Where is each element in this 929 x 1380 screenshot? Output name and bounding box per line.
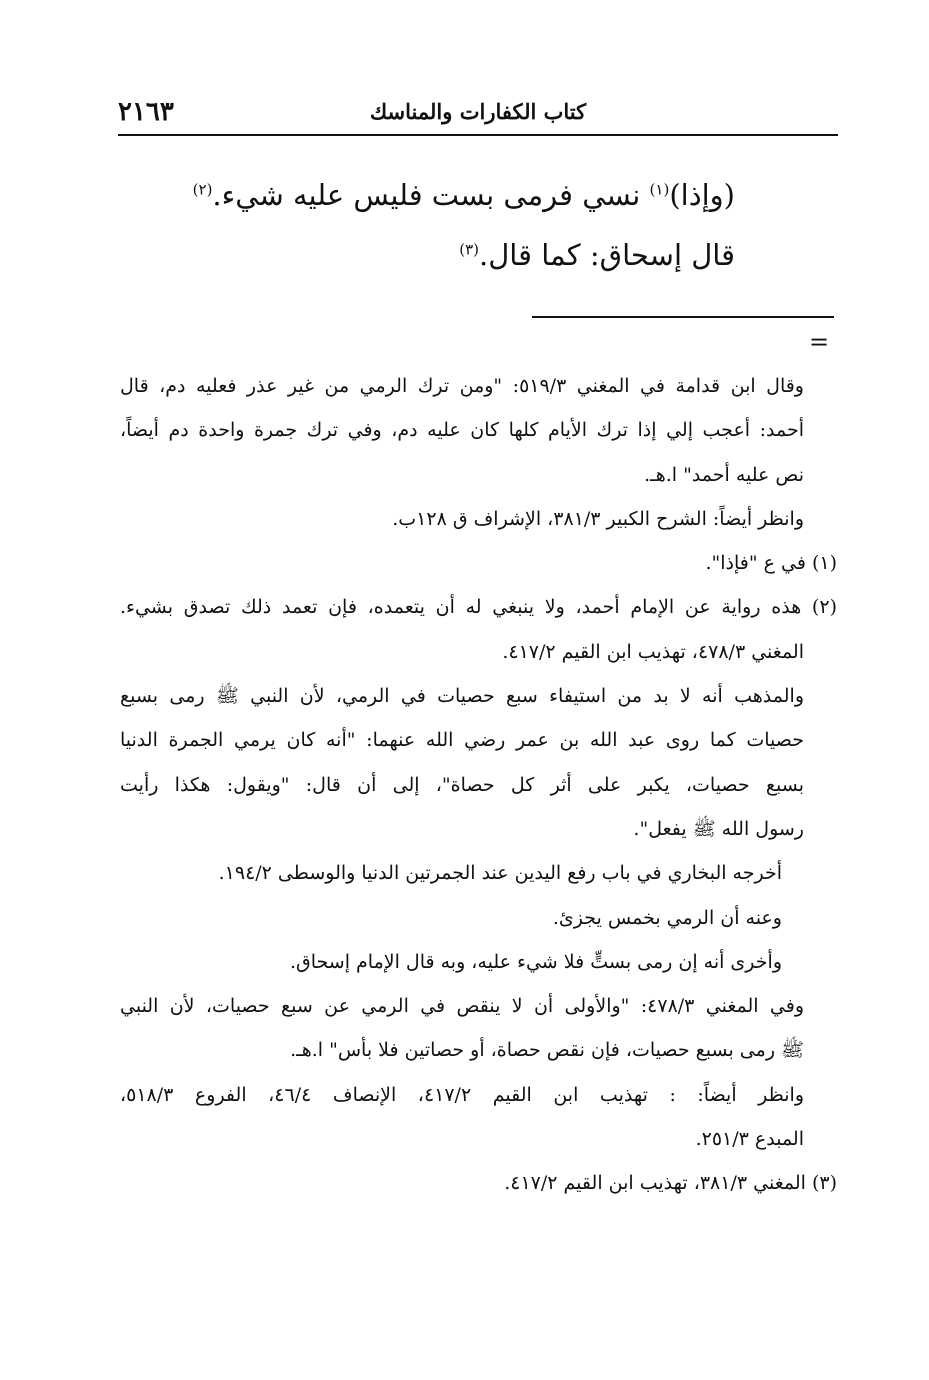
continuation-mark: = [809, 328, 830, 356]
footnote-line: وانظر أيضاً: : تهذيب ابن القيم ٤١٧/٢، الإنصاف ٤٦/٤، الفروع ٥١٨/٣، [120, 1083, 804, 1106]
main-line-1 [180, 165, 735, 225]
footnote-line: ﷺ رمى بسبع حصيات، فإن نقص حصاة، أو حصاتين فلا بأس" ا.هـ. [290, 1039, 804, 1062]
main-line-2 [180, 225, 735, 285]
footnote-line: رسول الله ﷺ يفعل". [633, 817, 804, 840]
footnotes [120, 364, 837, 1206]
main-line-1-start: (وإذا) [669, 178, 735, 212]
footnote-line: نص عليه أحمد" ا.هـ. [644, 463, 804, 486]
footnote-line: أخرجه البخاري في باب رفع اليدين عند الجمرتين الدنيا والوسطى ١٩٤/٢. [218, 862, 782, 885]
main-line-2-text: قال إسحاق: كما قال. [478, 238, 735, 272]
footnote-line: (١) في ع "فإذا". [705, 552, 837, 575]
footnote-line: وانظر أيضاً: الشرح الكبير ٣٨١/٣، الإشراف ق ١٢٨ب. [392, 507, 804, 530]
main-text [180, 165, 735, 285]
footnote-ref-2: (٢) [192, 180, 213, 199]
header-rule [118, 134, 838, 136]
running-title: كتاب الكفارات والمناسك [369, 99, 587, 124]
footnote-line: وعنه أن الرمي بخمس يجزئ. [552, 906, 782, 929]
page-header [118, 95, 838, 131]
footnote-line: (٣) المغني ٣٨١/٣، تهذيب ابن القيم ٤١٧/٢. [504, 1172, 837, 1195]
main-line-1-text: نسي فرمى بست فليس عليه شيء. [212, 178, 650, 212]
footnote-line: وأخرى أنه إن رمى بستٍّ فلا شيء عليه، وبه قال الإمام إسحاق. [289, 950, 782, 973]
footnote-line: بسبع حصيات، يكبر على أثر كل حصاة"، إلى أن قال: "ويقول: هكذا رأيت [120, 773, 804, 796]
footnote-line: أحمد: أعجب إلي إذا ترك الأيام كلها كان عليه دم، وفي ترك جمرة واحدة دم أيضاً، [120, 419, 804, 442]
footnote-line: والمذهب أنه لا بد من استيفاء سبع حصيات في الرمي، لأن النبي ﷺ رمى بسبع [120, 685, 804, 708]
footnote-line: وقال ابن قدامة في المغني ٥١٩/٣: "ومن ترك الرمي من غير عذر فعليه دم، قال [120, 375, 804, 397]
footnote-line: المغني ٤٧٨/٣، تهذيب ابن القيم ٤١٧/٢. [502, 640, 804, 663]
footnote-ref-3: (٣) [459, 240, 479, 259]
footnote-line: (٢) هذه رواية عن الإمام أحمد، ولا ينبغي له أن يتعمده، فإن تعمد ذلك تصدق بشيء. [120, 596, 837, 619]
footnote-ref-1: (١) [649, 180, 670, 199]
page-number: ٢١٦٣ [118, 97, 174, 127]
footnote-line: وفي المغني ٤٧٨/٣: "والأولى أن لا ينقص في الرمي عن سبع حصيات، لأن النبي [120, 995, 804, 1018]
footnote-line: المبدع ٢٥١/٣. [695, 1128, 804, 1151]
footnote-line: حصيات كما روى عبد الله بن عمر رضي الله عنهما: "أنه كان يرمي الجمرة الدنيا [120, 729, 804, 752]
footnote-separator [532, 316, 834, 318]
